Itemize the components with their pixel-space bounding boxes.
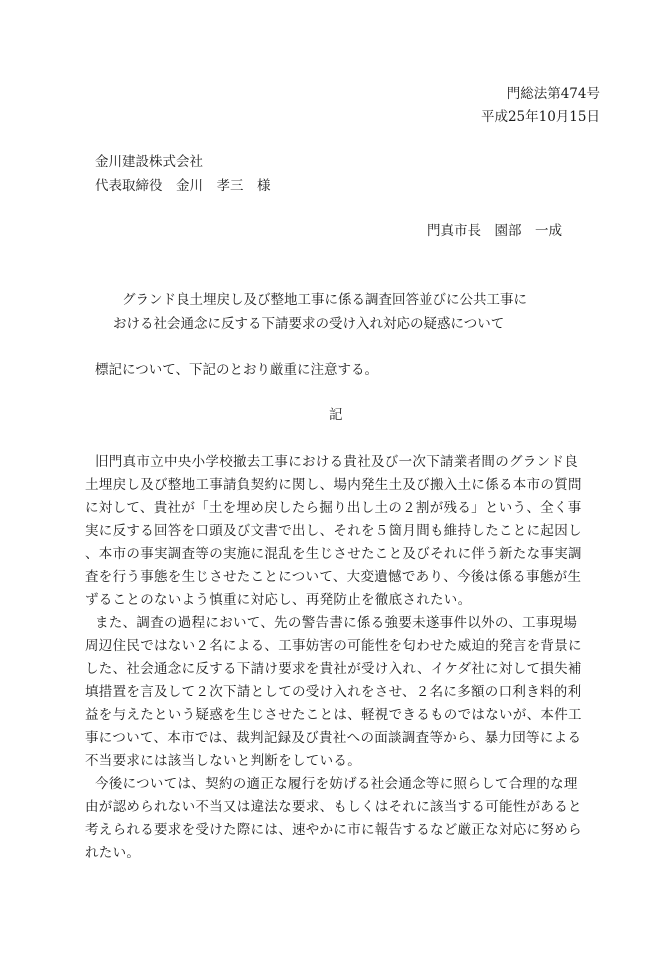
sender-name: 門真市長 園部 一成 bbox=[427, 223, 562, 239]
document-date: 平成25年10月15日 bbox=[480, 109, 600, 125]
subject-line-2: おける社会通念に反する下請要求の受け入れ対応の疑惑について bbox=[113, 316, 505, 332]
recipient-company: 金川建設株式会社 bbox=[95, 154, 203, 170]
body-line: れたい。 bbox=[85, 845, 141, 861]
body-line: 実に反する回答を口頭及び文書で出し、それを５箇月間も維持したことに起因し bbox=[85, 523, 582, 539]
body-line: 益を与えたという疑惑を生じさせたことは、軽視できるものではないが、本件工 bbox=[85, 707, 582, 723]
body-line: に対して、貴社が「土を埋め戻したら掘り出し土の２割が残る」という、全く事 bbox=[85, 500, 582, 516]
body-line: 査を行う事態を生じさせたことについて、大変遺憾であり、今後は係る事態が生 bbox=[85, 569, 582, 585]
body-line: 由が認められない不当又は違法な要求、もしくはそれに該当する可能性があると bbox=[85, 799, 582, 815]
body-line: 不当要求には該当しないと判断をしている。 bbox=[85, 753, 361, 769]
recipient-representative: 代表取締役 金川 孝三 様 bbox=[95, 178, 271, 194]
ki-heading: 記 bbox=[329, 407, 343, 423]
body-line: 填措置を言及して２次下請としての受け入れをさせ、２名に多額の口利き料的利 bbox=[85, 684, 582, 700]
body-line: 事について、本市では、裁判記録及び貴社への面談調査等から、暴力団等による bbox=[85, 730, 582, 746]
body-line: 考えられる要求を受けた際には、速やかに市に報告するなど厳正な対応に努めら bbox=[85, 822, 582, 838]
body-line: 土埋戻し及び整地工事請負契約に関し、場内発生土及び搬入土に係る本市の質問 bbox=[85, 477, 582, 493]
document-number: 門総法第474号 bbox=[506, 86, 600, 102]
body-line: 周辺住民ではない２名による、工事妨害の可能性を匂わせた威迫的発言を背景に bbox=[85, 638, 582, 654]
body-line: また、調査の過程において、先の警告書に係る強要未遂事件以外の、工事現場 bbox=[95, 615, 578, 631]
body-line: した、社会通念に反する下請け要求を貴社が受け入れ、イケダ社に対して損失補 bbox=[85, 661, 582, 677]
body-line: ずることのないよう慎重に対応し、再発防止を徹底されたい。 bbox=[85, 592, 472, 608]
intro-text: 標記について、下記のとおり厳重に注意する。 bbox=[95, 362, 378, 378]
subject-line-1: グランド良土埋戻し及び整地工事に係る調査回答並びに公共工事に bbox=[122, 292, 527, 308]
body-line: 、本市の事実調査等の実施に混乱を生じさせたこと及びそれに伴う新たな事実調 bbox=[85, 546, 582, 562]
body-line: 今後については、契約の適正な履行を妨げる社会通念等に照らして合理的な理 bbox=[95, 776, 578, 792]
body-line: 旧門真市立中央小学校撤去工事における貴社及び一次下請業者間のグランド良 bbox=[95, 454, 578, 470]
